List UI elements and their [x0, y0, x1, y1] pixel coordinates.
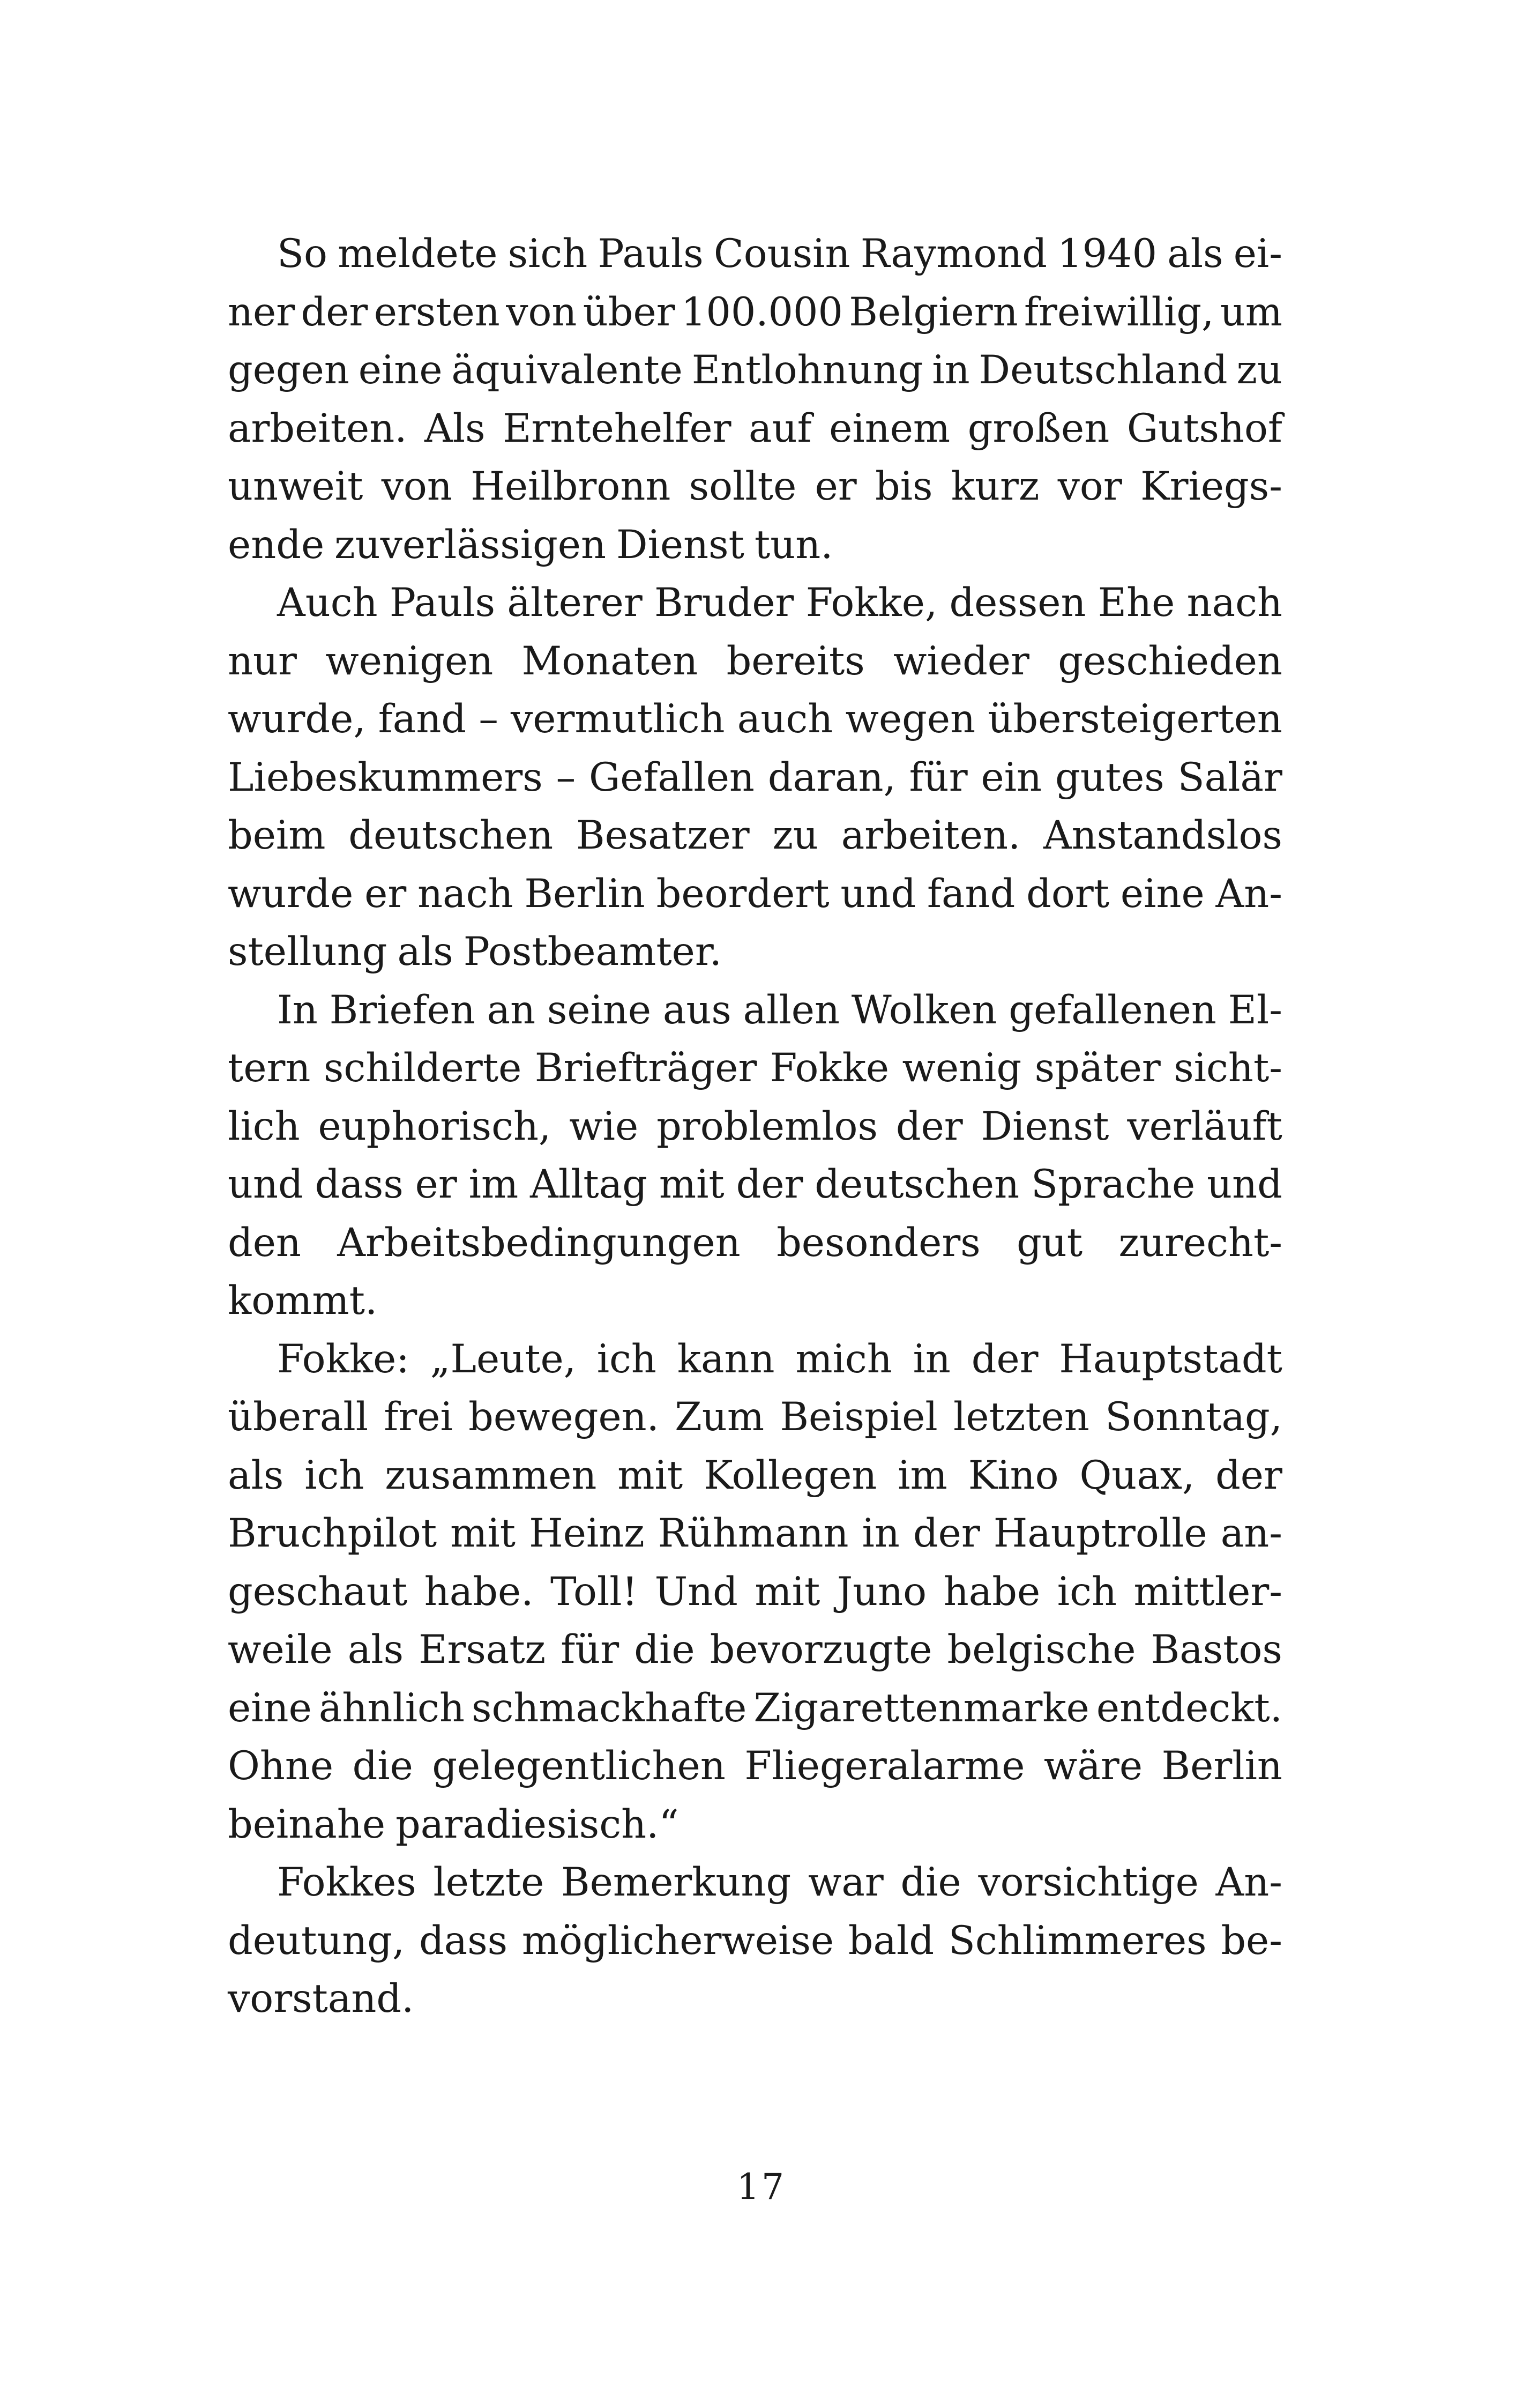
word: als [228, 1452, 284, 1498]
word: Auch [277, 580, 378, 626]
word: Als [424, 405, 486, 451]
text-line [228, 807, 1282, 865]
word: Toll! [550, 1569, 638, 1615]
word: sich [507, 231, 588, 277]
text-line [228, 400, 1282, 458]
text-line [228, 1214, 1282, 1273]
word: Bruder [654, 580, 794, 626]
word: tern [228, 1045, 311, 1091]
word: sicht- [1174, 1045, 1282, 1091]
word: daran, [767, 754, 896, 800]
word: die [900, 1860, 961, 1905]
word: mich [795, 1336, 892, 1382]
word: wäre [1043, 1743, 1143, 1789]
word: beim [228, 813, 326, 858]
word: Ersatz [419, 1627, 546, 1673]
word: wieder [893, 638, 1029, 684]
word: ähnlich [318, 1685, 465, 1731]
word: Zum [675, 1394, 765, 1440]
word: ersten [374, 289, 500, 335]
word: Berlin [1161, 1743, 1282, 1789]
word: geschaut [228, 1569, 408, 1615]
word: 100.000 [681, 289, 843, 335]
word: in [862, 1511, 900, 1556]
word: ich [304, 1452, 364, 1498]
word: verläuft [1127, 1103, 1282, 1149]
text-line [228, 1272, 1282, 1331]
word: möglicherweise [521, 1918, 834, 1964]
word: dass [315, 1162, 404, 1207]
text-line [228, 1970, 1282, 2028]
text-line [228, 1331, 1282, 1389]
word: für [561, 1627, 619, 1673]
word: und [228, 1162, 303, 1207]
word: an- [1220, 1511, 1282, 1556]
word: Raymond [860, 231, 1048, 277]
word: zu [1236, 347, 1282, 393]
word: Bemerkung [561, 1860, 792, 1905]
word: mit [450, 1511, 516, 1556]
word: stellung [228, 929, 387, 975]
word: ein [981, 754, 1042, 800]
word: In [277, 987, 318, 1033]
word: im [468, 1162, 519, 1207]
text-line [228, 1621, 1282, 1679]
word: über [583, 289, 675, 335]
text-line [228, 865, 1282, 924]
word: eine [228, 1685, 312, 1731]
word: problemlos [656, 1103, 878, 1149]
word: belgische [947, 1627, 1136, 1673]
word: Fokke, [805, 580, 938, 626]
word: zusammen [385, 1452, 597, 1498]
word: habe [943, 1569, 1041, 1615]
text-line [228, 225, 1282, 284]
word: übersteigerten [988, 696, 1282, 742]
word: gut [1017, 1220, 1083, 1266]
word: Arbeitsbedingungen [337, 1220, 741, 1266]
text-line [228, 1039, 1282, 1098]
word: und [1207, 1162, 1282, 1207]
word: Belgiern [849, 289, 1018, 335]
word: Sprache [1031, 1162, 1196, 1207]
word: Fokkes [277, 1860, 416, 1905]
word: als [1167, 231, 1223, 277]
word: beinahe [228, 1801, 386, 1847]
word: Ohne [228, 1743, 334, 1789]
word: Fokke [770, 1045, 890, 1091]
word: lich [228, 1103, 300, 1149]
word: – [479, 696, 498, 742]
word: wie [569, 1103, 639, 1149]
text-line [228, 1447, 1282, 1505]
word: ende [228, 522, 325, 568]
word: Liebeskummers [228, 754, 543, 800]
word: den [228, 1220, 301, 1266]
word: Ehe [1098, 580, 1175, 626]
text-line [228, 1563, 1282, 1622]
word: wegen [845, 696, 976, 742]
word: mittler- [1133, 1569, 1282, 1615]
word: An- [1215, 871, 1282, 917]
word: gutes [1055, 754, 1164, 800]
word: beordert [656, 871, 830, 917]
word: bis [875, 464, 933, 509]
word: wurde, [228, 696, 366, 742]
text-line [228, 982, 1282, 1040]
word: Wolken [851, 987, 997, 1033]
word: zurecht- [1118, 1220, 1282, 1266]
word: mit [617, 1452, 683, 1498]
word: deutschen [815, 1162, 1020, 1207]
text-line [228, 1679, 1282, 1738]
word: habe. [424, 1569, 534, 1615]
word: Salär [1177, 754, 1282, 800]
word: ei- [1233, 231, 1282, 277]
word: Gefallen [588, 754, 755, 800]
text-line [228, 1505, 1282, 1563]
word: der [301, 289, 368, 335]
word: Zigarettenmarke [753, 1685, 1089, 1731]
word: auf [749, 405, 812, 451]
word: Besatzer [576, 813, 750, 858]
word: Postbeamter. [463, 929, 722, 975]
word: fand [378, 696, 467, 742]
word: der [913, 1511, 980, 1556]
word: Fliegeralarme [744, 1743, 1025, 1789]
word: ner [228, 289, 295, 335]
word: er [415, 1162, 457, 1207]
word: dessen [949, 580, 1086, 626]
word: An- [1215, 1860, 1282, 1905]
word: vor [1057, 464, 1122, 509]
word: überall [228, 1394, 369, 1440]
word: wenig [902, 1045, 1022, 1091]
word: Briefen [329, 987, 475, 1033]
word: paradiesisch.“ [395, 1801, 679, 1847]
word: Heinz [529, 1511, 645, 1556]
word: allen [743, 987, 840, 1033]
word: in [932, 347, 970, 393]
word: war [808, 1860, 884, 1905]
word: Rühmann [658, 1511, 849, 1556]
word: Cousin [713, 231, 850, 277]
word: Anstandslos [1043, 813, 1282, 858]
text-line [228, 516, 1282, 575]
word: großen [967, 405, 1110, 451]
word: seine [547, 987, 652, 1033]
word: euphorisch, [318, 1103, 551, 1149]
word: gefallenen [1009, 987, 1216, 1033]
text-line [228, 690, 1282, 749]
text-line [228, 923, 1282, 982]
word: von [381, 464, 452, 509]
text-line [228, 458, 1282, 516]
word: Sonntag, [1105, 1394, 1282, 1440]
word: Deutschland [979, 347, 1228, 393]
word: er [815, 464, 857, 509]
word: Quax, [1079, 1452, 1195, 1498]
word: So [277, 231, 327, 277]
word: unweit [228, 464, 363, 509]
word: wenigen [325, 638, 494, 684]
word: der [736, 1162, 803, 1207]
word: in [913, 1336, 951, 1382]
word: auch [737, 696, 833, 742]
word: 1940 [1057, 231, 1158, 277]
page-number: 17 [737, 2166, 786, 2208]
word: eine [358, 347, 443, 393]
word: bereits [726, 638, 865, 684]
word: tun. [754, 522, 833, 568]
word: El- [1228, 987, 1282, 1033]
word: Fokke: [277, 1336, 409, 1382]
word: für [909, 754, 968, 800]
word: be- [1221, 1918, 1282, 1964]
word: nach [417, 871, 513, 917]
word: Pauls [389, 580, 496, 626]
word: mit [659, 1162, 725, 1207]
word: er [364, 871, 407, 917]
word: deutung, [228, 1918, 405, 1964]
word: Kino [968, 1452, 1059, 1498]
word: fand [927, 871, 1016, 917]
word: äquivalente [451, 347, 683, 393]
word: zu [772, 813, 818, 858]
word: Kriegs- [1140, 464, 1282, 509]
text-line [228, 341, 1282, 400]
word: Und [654, 1569, 738, 1615]
word: – [556, 754, 576, 800]
word: Briefträger [534, 1045, 757, 1091]
word: vermutlich [511, 696, 725, 742]
text-line [228, 633, 1282, 691]
word: gelegentlichen [432, 1743, 726, 1789]
word: Erntehelfer [503, 405, 731, 451]
word: die [352, 1743, 413, 1789]
word: arbeiten. [228, 405, 407, 451]
word: als [347, 1627, 404, 1673]
word: letzte [433, 1860, 544, 1905]
word: bald [848, 1918, 935, 1964]
text-line [228, 749, 1282, 807]
word: Dienst [981, 1103, 1109, 1149]
word: wurde [228, 871, 354, 917]
word: Dienst [616, 522, 744, 568]
word: eine [1120, 871, 1205, 917]
word: Bastos [1151, 1627, 1282, 1673]
word: einem [829, 405, 951, 451]
word: gegen [228, 347, 349, 393]
word: der [971, 1336, 1039, 1382]
word: Gutshof [1126, 405, 1282, 451]
word: der [895, 1103, 963, 1149]
word: freiwillig, [1024, 289, 1214, 335]
word: um [1220, 289, 1282, 335]
word: Heilbronn [471, 464, 671, 509]
word: geschieden [1058, 638, 1282, 684]
word: von [506, 289, 577, 335]
text-line [228, 1098, 1282, 1156]
word: dass [419, 1918, 508, 1964]
text-line [228, 1737, 1282, 1796]
word: besonders [777, 1220, 981, 1266]
word: schilderte [323, 1045, 522, 1091]
text-line [228, 284, 1282, 342]
text-line [228, 1796, 1282, 1854]
word: kurz [951, 464, 1040, 509]
word: Alltag [530, 1162, 648, 1207]
word: Hauptstadt [1059, 1336, 1282, 1382]
word: deutschen [348, 813, 554, 858]
word: letzten [953, 1394, 1089, 1440]
word: die [634, 1627, 695, 1673]
word: frei [384, 1394, 453, 1440]
word: sollte [689, 464, 797, 509]
word: nur [228, 638, 297, 684]
word: zuverlässigen [334, 522, 607, 568]
word: Bruchpilot [228, 1511, 437, 1556]
word: Pauls [598, 231, 704, 277]
text-line [228, 574, 1282, 633]
word: entdeckt. [1096, 1685, 1282, 1731]
word: als [397, 929, 453, 975]
word: weile [228, 1627, 333, 1673]
word: meldete [338, 231, 498, 277]
word: Monaten [521, 638, 698, 684]
text-line [228, 1388, 1282, 1447]
word: ich [1057, 1569, 1117, 1615]
word: vorsichtige [978, 1860, 1199, 1905]
word: mit [755, 1569, 820, 1615]
word: Kollegen [704, 1452, 877, 1498]
word: und [840, 871, 916, 917]
word: an [487, 987, 536, 1033]
word: Hauptrolle [993, 1511, 1207, 1556]
word: später [1034, 1045, 1161, 1091]
word: nach [1186, 580, 1282, 626]
word: Juno [837, 1569, 927, 1615]
word: arbeiten. [841, 813, 1021, 858]
text-line [228, 1156, 1282, 1214]
word: bewegen. [468, 1394, 659, 1440]
body-text [228, 225, 1282, 2028]
word: vorstand. [228, 1976, 414, 2021]
word: dort [1026, 871, 1110, 917]
word: kann [677, 1336, 775, 1382]
word: „Leute, [430, 1336, 576, 1382]
word: Berlin [524, 871, 645, 917]
word: Entlohnung [691, 347, 923, 393]
word: im [898, 1452, 947, 1498]
word: Beispiel [780, 1394, 938, 1440]
word: ich [596, 1336, 656, 1382]
word: kommt. [228, 1278, 378, 1324]
word: aus [662, 987, 731, 1033]
word: bevorzugte [710, 1627, 932, 1673]
text-line [228, 1912, 1282, 1971]
word: schmackhafte [472, 1685, 747, 1731]
word: der [1215, 1452, 1282, 1498]
word: älterer [507, 580, 643, 626]
text-line [228, 1854, 1282, 1912]
word: Schlimmeres [948, 1918, 1207, 1964]
